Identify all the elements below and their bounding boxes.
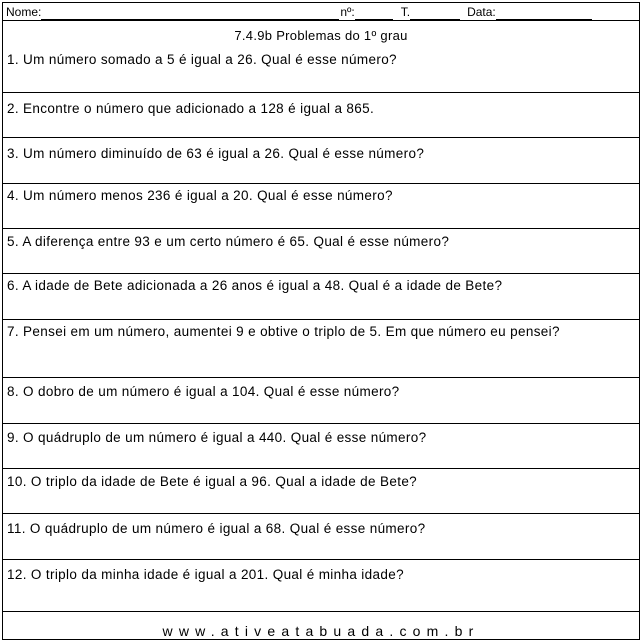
name-label: Nome: bbox=[6, 5, 42, 19]
question-text: 3. Um número diminuído de 63 é igual a 26. Qual é esse número? bbox=[7, 146, 425, 161]
question-row bbox=[3, 514, 639, 560]
question-row bbox=[3, 51, 639, 93]
number-blank bbox=[355, 7, 393, 20]
student-info-header bbox=[3, 3, 639, 21]
question-row bbox=[3, 424, 639, 469]
question-row bbox=[3, 469, 639, 514]
question-text: 9. O quádruplo de um número é igual a 440. Qual é esse número? bbox=[7, 430, 427, 445]
question-row bbox=[3, 229, 639, 274]
question-text: 11. O quádruplo de um número é igual a 68. Qual é esse número? bbox=[7, 521, 426, 536]
website-footer: www.ativeatabuada.com.br bbox=[162, 623, 480, 639]
question-text: 7. Pensei em um número, aumentei 9 e obtive o triplo de 5. Em que número eu pensei? bbox=[7, 324, 560, 339]
question-text: 1. Um número somado a 5 é igual a 26. Qual é esse número? bbox=[7, 52, 397, 67]
question-text: 6. A idade de Bete adicionada a 26 anos é igual a 48. Qual é a idade de Bete? bbox=[7, 278, 503, 293]
question-row bbox=[3, 320, 639, 378]
question-row bbox=[3, 138, 639, 184]
worksheet-title: 7.4.9b Problemas do 1º grau bbox=[234, 28, 408, 43]
question-row bbox=[3, 560, 639, 612]
class-label: T. bbox=[400, 5, 411, 19]
question-text: 4. Um número menos 236 é igual a 20. Qual é esse número? bbox=[7, 188, 393, 203]
number-label: nº: bbox=[340, 5, 355, 19]
question-row bbox=[3, 93, 639, 138]
question-text: 12. O triplo da minha idade é igual a 201. Qual é minha idade? bbox=[7, 567, 404, 582]
question-text: 5. A diferença entre 93 e um certo número é 65. Qual é esse número? bbox=[7, 234, 450, 249]
name-blank bbox=[41, 7, 339, 20]
question-text: 10. O triplo da idade de Bete é igual a 96. Qual a idade de Bete? bbox=[7, 474, 418, 489]
question-text: 2. Encontre o número que adicionado a 128 é igual a 865. bbox=[7, 101, 375, 116]
question-text: 8. O dobro de um número é igual a 104. Qual é esse número? bbox=[7, 384, 400, 399]
date-blank bbox=[496, 7, 592, 20]
date-label: Data: bbox=[467, 5, 496, 19]
class-blank bbox=[410, 7, 460, 20]
question-row bbox=[3, 274, 639, 320]
worksheet bbox=[2, 2, 640, 640]
question-row bbox=[3, 184, 639, 229]
question-row bbox=[3, 378, 639, 424]
